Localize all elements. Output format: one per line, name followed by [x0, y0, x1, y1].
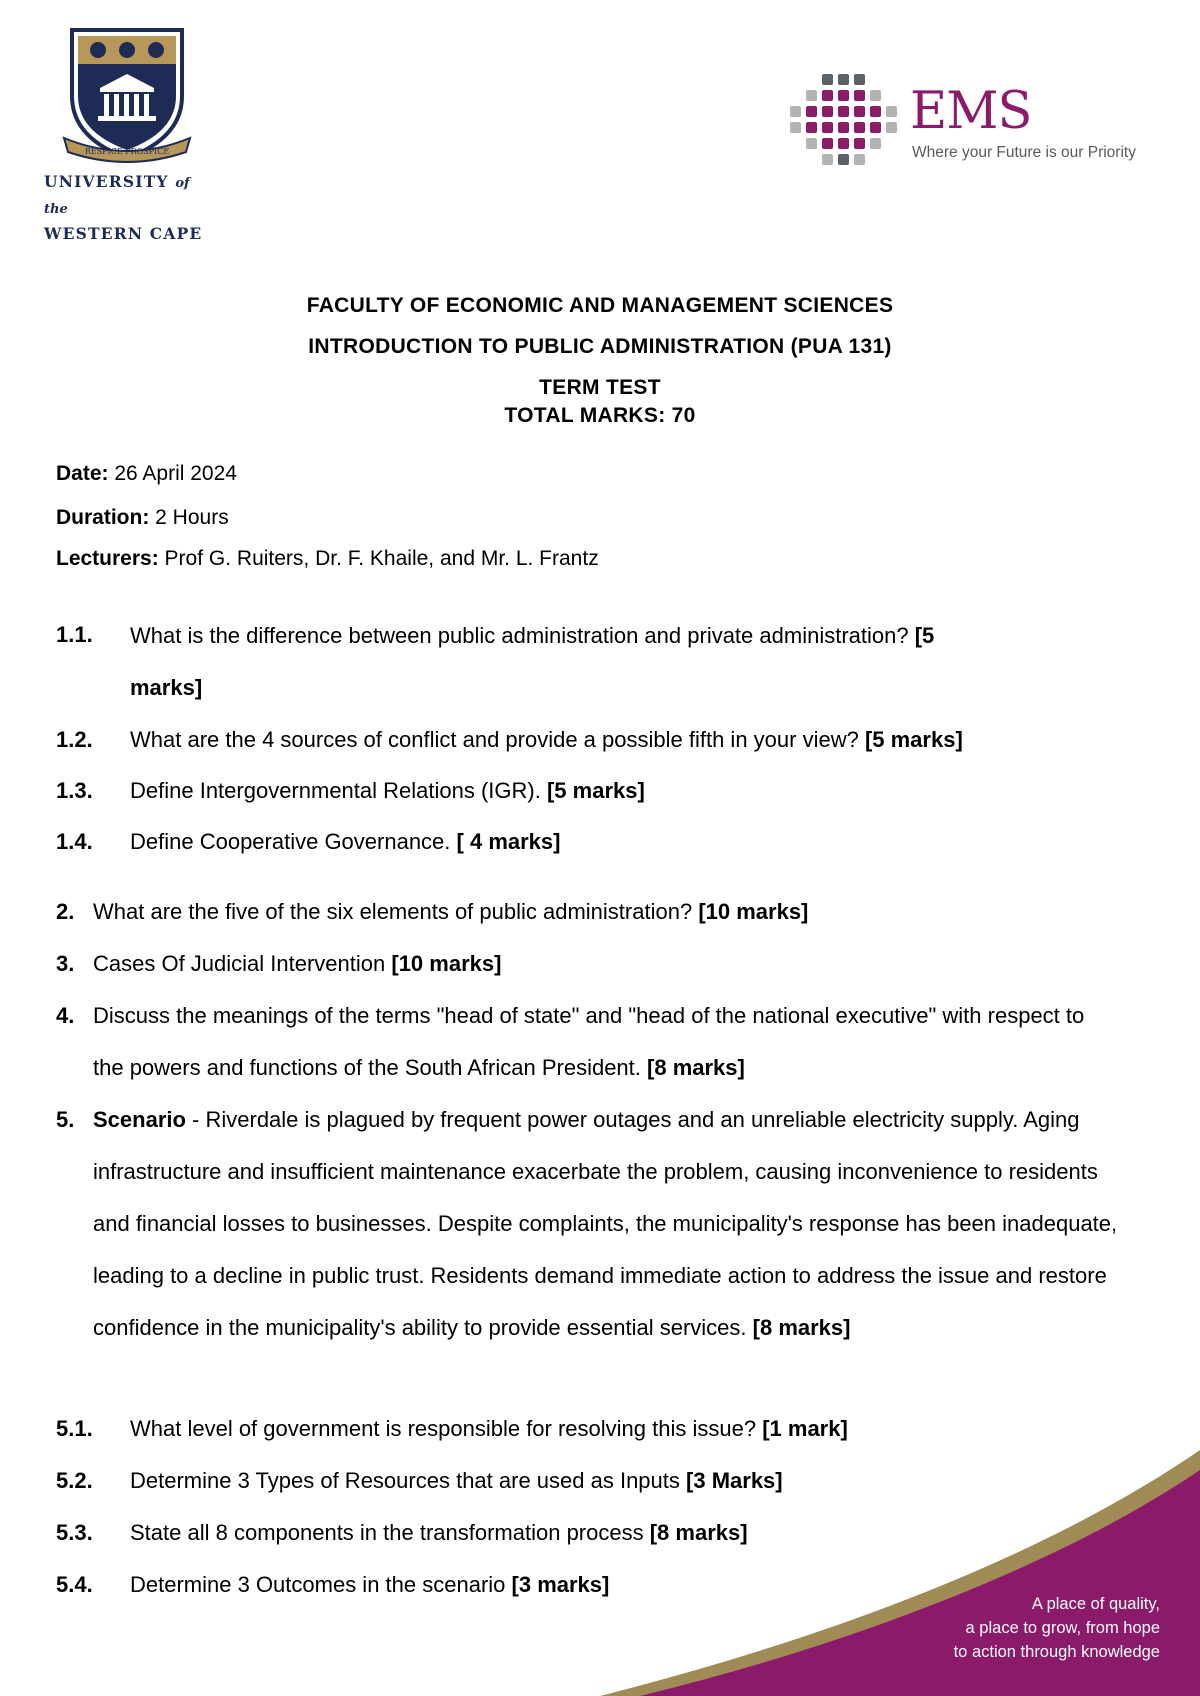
scenario-body: - Riverdale is plagued by frequent power outages and an unreliable electricity supply. Aging infrastructure and insufficient maintenance exacerbate the problem, causing inconvenience to residents and financial losses to businesses. Despite complaints, the municipality's response has been inadequate, leading to a decline in public trust. Residents demand immediate action to address the issue and restore confidence in the municipality's ability to provide essential services.	[93, 1107, 1118, 1340]
question-marks: [8 marks]	[647, 1055, 745, 1080]
ems-dots-icon	[786, 72, 901, 172]
duration-line	[56, 506, 229, 530]
question-text-line: Define Cooperative Governance.	[130, 829, 457, 854]
ems-tagline: Where your Future is our Priority	[912, 144, 1136, 161]
question-text	[130, 816, 1150, 868]
uwc-logo	[44, 26, 214, 246]
question-number: 5.3.	[56, 1520, 93, 1545]
lecturers-value: Prof G. Ruiters, Dr. F. Khaile, and Mr. L. Frantz	[164, 547, 599, 570]
question-text	[130, 1507, 1150, 1559]
test-heading: TERM TEST	[539, 376, 661, 399]
uwc-crest-icon	[62, 26, 192, 166]
uwc-name	[44, 170, 214, 246]
footer-tagline-line1: A place of quality,	[1031, 1595, 1160, 1613]
question-marks: [3 marks]	[511, 1572, 610, 1597]
question-marks: [5	[914, 623, 935, 648]
question-marks: [8 marks]	[752, 1315, 851, 1340]
question-text	[130, 1403, 1150, 1455]
lecturers-line	[56, 547, 599, 571]
question-number: 2.	[56, 899, 75, 924]
question-marks: [10 marks]	[391, 951, 502, 976]
question-text-line: Determine 3 Outcomes in the scenario	[130, 1572, 512, 1597]
date-line	[56, 462, 237, 486]
question-text-line: Define Intergovernmental Relations (IGR).	[130, 778, 547, 803]
question-text-line: What is the difference between public administration and private administration?	[130, 623, 915, 648]
question-number: 5.4.	[56, 1572, 93, 1597]
duration-label: Duration:	[56, 506, 150, 529]
question-marks: [1 mark]	[762, 1416, 848, 1441]
uwc-motto: RESPICE PROSPICE	[84, 147, 170, 156]
ems-logo	[786, 72, 1166, 172]
scenario-text	[93, 1094, 1138, 1354]
question-text	[130, 610, 1150, 714]
question-number: 5.1.	[56, 1416, 93, 1441]
question-text	[130, 1455, 1150, 1507]
course-heading: INTRODUCTION TO PUBLIC ADMINISTRATION (PUA 131)	[308, 335, 892, 358]
question-text-line: What are the five of the six elements of public administration?	[93, 899, 699, 924]
question-number: 3.	[56, 951, 75, 976]
question-marks: [5 marks]	[546, 778, 645, 803]
footer-tagline-line2: a place to grow, from hope	[965, 1619, 1160, 1637]
lecturers-label: Lecturers:	[56, 547, 159, 570]
date-label: Date:	[56, 462, 109, 485]
total-marks-heading: TOTAL MARKS: 70	[504, 404, 696, 427]
faculty-heading: FACULTY OF ECONOMIC AND MANAGEMENT SCIENCES	[306, 294, 894, 317]
footer-tagline-line3: to action through knowledge	[953, 1643, 1160, 1661]
question-marks: [3 Marks]	[686, 1468, 783, 1493]
question-text-line: State all 8 components in the transformation process	[130, 1520, 650, 1545]
uwc-name-line2: WESTERN CAPE	[44, 224, 203, 243]
question-marks: [8 marks]	[649, 1520, 748, 1545]
question-marks: [ 4 marks]	[456, 829, 561, 854]
question-text-line: Cases Of Judicial Intervention	[93, 951, 392, 976]
question-marks-cont: marks]	[130, 675, 203, 700]
question-number: 1.4.	[56, 829, 93, 854]
question-number: 5.2.	[56, 1468, 93, 1493]
question-marks: [5 marks]	[864, 727, 963, 752]
duration-value: 2 Hours	[155, 506, 229, 529]
question-text-line: What level of government is responsible for resolving this issue?	[130, 1416, 763, 1441]
question-number: 1.3.	[56, 778, 93, 803]
question-number: 1.1.	[56, 622, 93, 647]
ems-wordmark: EMS	[910, 82, 1032, 141]
footer-tagline	[954, 1592, 1160, 1664]
uwc-name-ofthe: of the	[44, 176, 190, 217]
question-number: 5.	[56, 1107, 75, 1132]
question-text	[93, 990, 1113, 1094]
question-text-line: Determine 3 Types of Resources that are used as Inputs	[130, 1468, 687, 1493]
scenario-label: Scenario	[93, 1107, 186, 1132]
question-marks: [10 marks]	[698, 899, 809, 924]
question-text	[93, 886, 1133, 938]
date-value: 26 April 2024	[114, 462, 237, 485]
question-text-line: Discuss the meanings of the terms "head of state" and "head of the national executive" with respect to the powers and functions of the South African President.	[93, 1003, 1085, 1080]
question-text	[130, 714, 1150, 766]
question-number: 1.2.	[56, 727, 93, 752]
uwc-name-line1: UNIVERSITY	[44, 172, 169, 191]
question-text	[93, 938, 1133, 990]
question-text-line: What are the 4 sources of conflict and provide a possible fifth in your view?	[130, 727, 865, 752]
question-text	[130, 765, 1150, 817]
question-number: 4.	[56, 1003, 75, 1028]
